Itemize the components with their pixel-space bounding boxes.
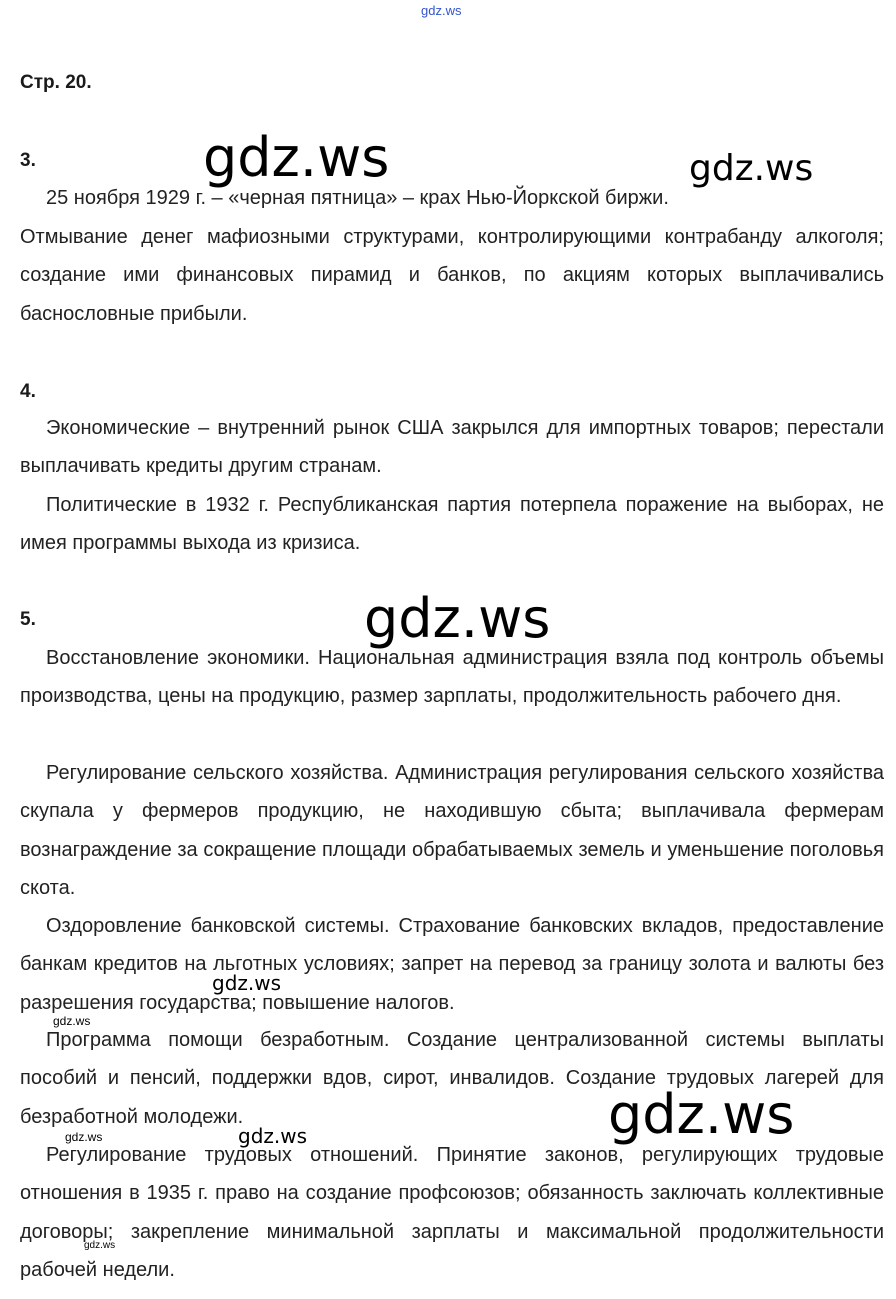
paragraph: 25 ноября 1929 г. – «черная пятница» – крах Нью-Йоркской биржи.: [46, 187, 669, 209]
paragraph: Регулирование трудовых отношений. Принятие законов, регулирующих трудовые отношения в 1935 г. право на создание профсоюзов; обязанность заключать коллективные договоры; закрепление минимальной зарплаты и максимальной продолжительности рабочей недели.: [20, 1144, 884, 1281]
paragraph: Восстановление экономики. Национальная администрация взяла под контроль объемы производства, цены на продукцию, размер зарплаты, продолжительность рабочего дня.: [20, 647, 884, 708]
watermark: gdz.ws: [203, 126, 390, 189]
section-number-5: 5.: [20, 609, 36, 630]
watermark: gdz.ws: [65, 1130, 103, 1144]
paragraph: Программа помощи безработным. Создание централизованной системы выплаты пособий и пенсий, поддержки вдов, сирот, инвалидов. Создание трудовых лагерей для безработной молодежи.: [20, 1029, 884, 1128]
paragraph: Отмывание денег мафиозными структурами, контролирующими контрабанду алкоголя; создание ими финансовых пирамид и банков, по акциям которых выплачивались баснословные прибыли.: [20, 226, 884, 325]
watermark: gdz.ws: [364, 587, 551, 650]
watermark: gdz.ws: [238, 1124, 308, 1148]
paragraph: Оздоровление банковской системы. Страхование банковских вкладов, предоставление банкам кредитов на льготных условиях; запрет на перевод за границу золота и валюты без разрешения государства; повышение налогов.: [20, 915, 884, 1014]
paragraph: Экономические – внутренний рынок США закрылся для импортных товаров; перестали выплачивать кредиты другим странам.: [20, 417, 884, 478]
paragraph: Политические в 1932 г. Республиканская партия потерпела поражение на выборах, не имея программы выхода из кризиса.: [20, 494, 884, 555]
watermark: gdz.ws: [84, 1240, 116, 1251]
watermark: gdz.ws: [689, 148, 814, 189]
watermark-top: gdz.ws: [421, 3, 462, 18]
watermark: gdz.ws: [608, 1083, 795, 1146]
watermark: gdz.ws: [53, 1014, 91, 1028]
watermark: gdz.ws: [212, 971, 282, 995]
page-heading: Стр. 20.: [20, 72, 92, 93]
paragraph: Регулирование сельского хозяйства. Администрация регулирования сельского хозяйства скупала у фермеров продукцию, не находившую сбыта; выплачивала фермерам вознаграждение за сокращение площади обрабатываемых земель и уменьшение поголовья скота.: [20, 762, 884, 899]
section-number-4: 4.: [20, 381, 36, 402]
section-number-3: 3.: [20, 150, 36, 171]
